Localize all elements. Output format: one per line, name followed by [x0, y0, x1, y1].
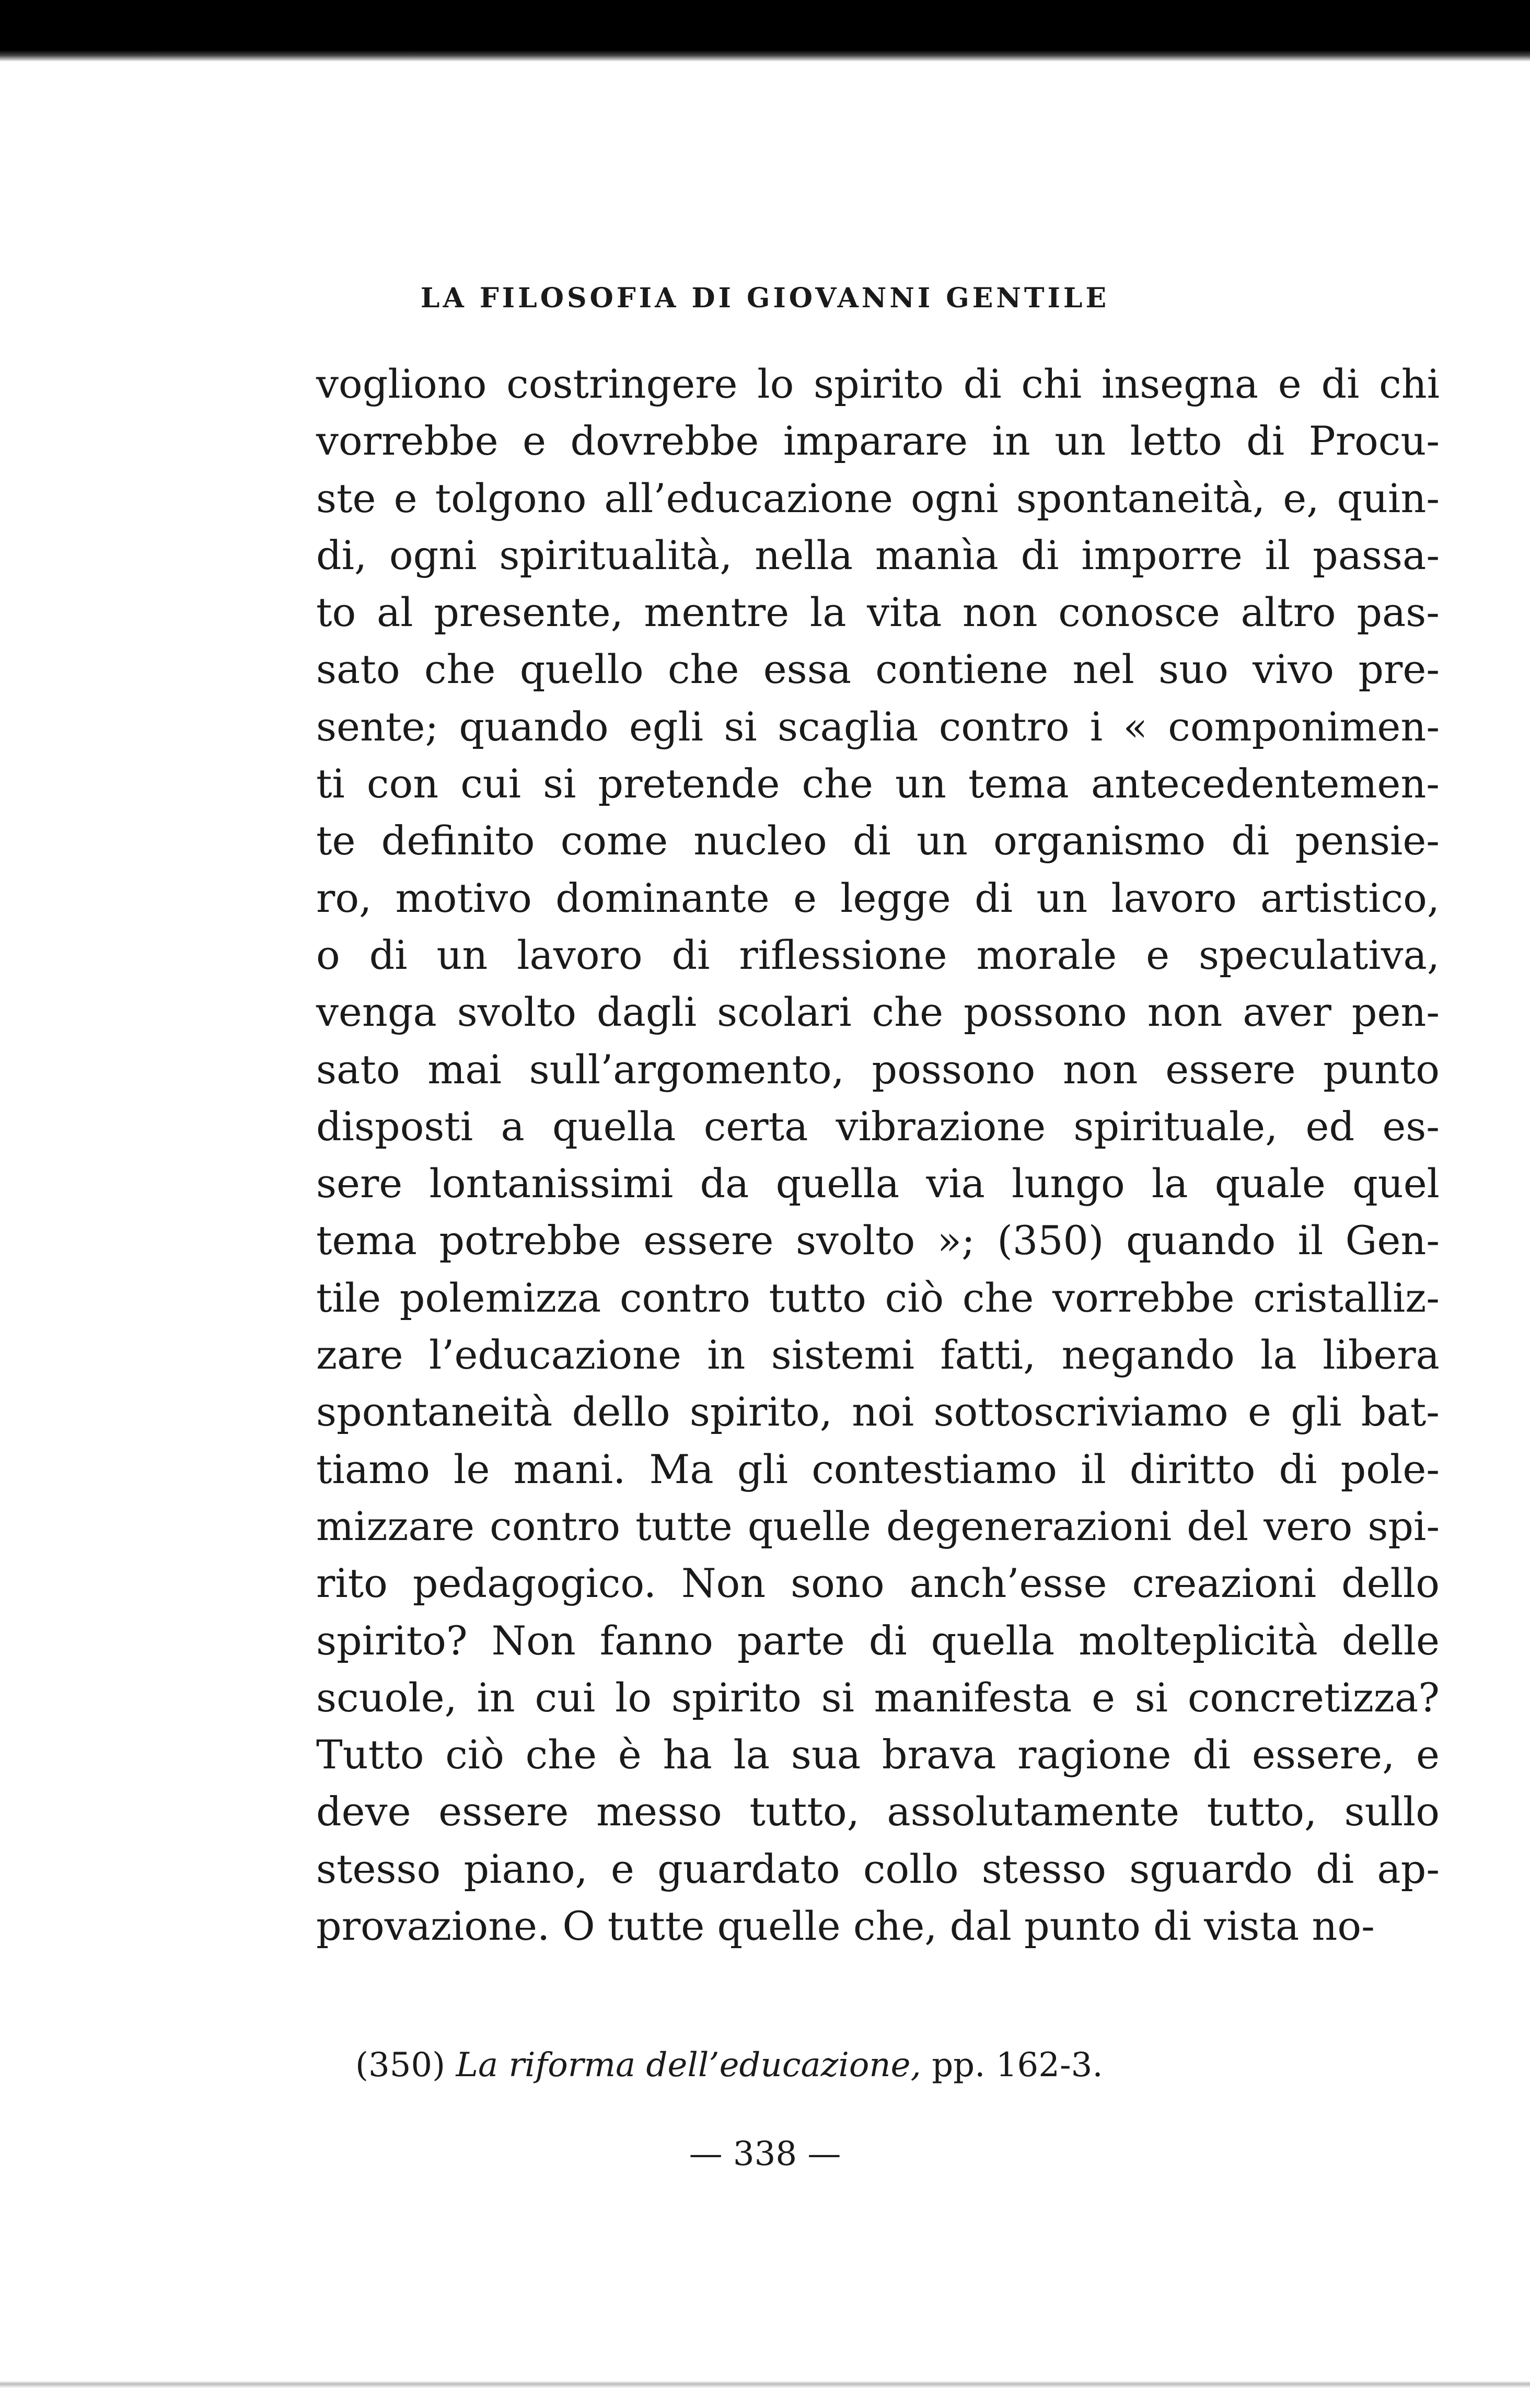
text-line: vogliono costringere lo spirito di chi insegna e di chi — [316, 361, 1440, 407]
text-line: di, ogni spiritualità, nella manìa di imporre il passa- — [316, 531, 1440, 578]
footnote — [355, 2046, 1103, 2085]
text-line: sere lontanissimi da quella via lungo la quale quel — [316, 1160, 1440, 1207]
text-line: spirito? Non fanno parte di quella molteplicità delle — [316, 1617, 1440, 1664]
text-line: mizzare contro tutte quelle degenerazioni del vero spi- — [316, 1502, 1440, 1549]
text-line: ti con cui si pretende che un tema antecedentemen- — [316, 760, 1440, 807]
text-line: o di un lavoro di riflessione morale e speculativa, — [316, 931, 1440, 978]
page-number: — 338 — — [689, 2135, 841, 2173]
text-line: sato che quello che essa contiene nel suo vivo pre- — [316, 646, 1440, 693]
text-line: stesso piano, e guardato collo stesso sguardo di ap- — [316, 1845, 1440, 1892]
text-line: zare l’educazione in sistemi fatti, negando la libera — [316, 1332, 1440, 1379]
text-line: venga svolto dagli scolari che possono non aver pen- — [316, 989, 1440, 1036]
text-line: provazione. O tutte quelle che, dal punto di vista no- — [316, 1903, 1375, 1950]
footnote-number: (350) — [355, 2046, 446, 2085]
text-line: vorrebbe e dovrebbe imparare in un letto di Procu- — [316, 418, 1440, 465]
footnote-title: La riforma dell’educazione, — [456, 2046, 921, 2085]
text-line: tiamo le mani. Ma gli contestiamo il diritto di pole- — [316, 1445, 1440, 1492]
text-line: sato mai sull’argomento, possono non essere punto — [316, 1046, 1440, 1093]
text-line: disposti a quella certa vibrazione spirituale, ed es- — [316, 1103, 1440, 1150]
text-line: rito pedagogico. Non sono anch’esse creazioni dello — [316, 1560, 1440, 1607]
text-line: spontaneità dello spirito, noi sottoscriviamo e gli bat- — [316, 1388, 1440, 1435]
text-line: tile polemizza contro tutto ciò che vorrebbe cristalliz- — [316, 1274, 1440, 1321]
text-line: Tutto ciò che è ha la sua brava ragione di essere, e — [316, 1731, 1440, 1778]
text-line: deve essere messo tutto, assolutamente tutto, sullo — [316, 1788, 1440, 1835]
body-text — [316, 355, 1440, 1954]
running-head: LA FILOSOFIA DI GIOVANNI GENTILE — [420, 282, 1110, 314]
text-line: to al presente, mentre la vita non conosce altro pas- — [316, 589, 1440, 636]
text-line: ro, motivo dominante e legge di un lavoro artistico, — [316, 874, 1440, 921]
scan-bottom-border — [0, 2381, 1530, 2408]
text-line: te definito come nucleo di un organismo di pensie- — [316, 817, 1440, 864]
text-line: ste e tolgono all’educazione ogni spontaneità, e, quin- — [316, 474, 1440, 522]
footnote-pages: pp. 162-3. — [932, 2046, 1103, 2085]
scan-top-border — [0, 0, 1530, 62]
text-line: sente; quando egli si scaglia contro i « componimen- — [316, 703, 1440, 750]
text-line: tema potrebbe essere svolto »; (350) quando il Gen- — [316, 1217, 1440, 1264]
text-line: scuole, in cui lo spirito si manifesta e si concretizza? — [316, 1674, 1440, 1721]
